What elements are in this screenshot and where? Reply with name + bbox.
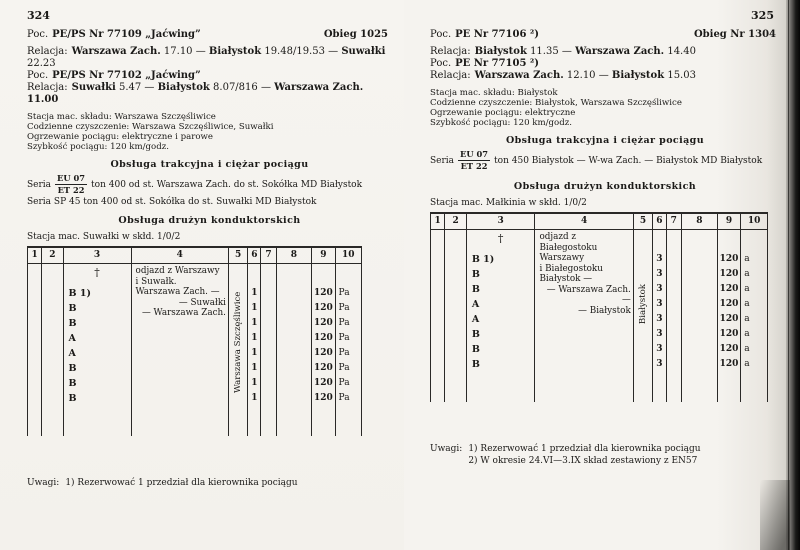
seria-label: Seria (27, 179, 52, 190)
car-class: B (68, 363, 77, 374)
route-line: — Białystok (578, 305, 631, 316)
brake-value: Pa (338, 318, 350, 328)
home-station-line: Stacja mac. Suwałki w skłd. 1/0/2 (27, 232, 181, 242)
route-line: Warszawa Zach. — (135, 287, 220, 297)
brake-value: Pa (338, 333, 350, 343)
car-class: B (471, 344, 480, 355)
col-header: 10 (335, 247, 361, 264)
col-header: 6 (653, 213, 666, 230)
conductors-heading: Obsługa drużyn konduktorskich (513, 181, 697, 192)
col-8-cell (276, 264, 312, 437)
page-number: 325 (751, 9, 774, 22)
count-value: 3 (656, 254, 663, 264)
speed-value: 120 (719, 299, 739, 309)
speed-value: 120 (719, 254, 739, 264)
col-header: 9 (717, 213, 741, 230)
count-value: 1 (251, 348, 258, 358)
col-6-cell (248, 264, 261, 437)
train-2-number: PE/PS Nr 77102 „Jaćwing” (52, 70, 201, 81)
relacja-label: Relacja: (27, 46, 68, 57)
text-segment: Warszawa Zach. (71, 46, 161, 57)
speed-value: 120 (313, 318, 333, 328)
count-value: 3 (656, 329, 663, 339)
speed-value: 120 (719, 344, 739, 354)
brake-value: Pa (338, 288, 350, 298)
service-info (27, 112, 392, 152)
count-column (248, 286, 260, 406)
relacja-1 (27, 46, 392, 70)
text-segment: 11.35 — (526, 46, 576, 57)
car-class: A (68, 333, 76, 344)
count-value: 3 (656, 314, 663, 324)
col-3-cell (466, 230, 535, 403)
relacja-1 (430, 46, 780, 58)
loco-class-fraction (55, 174, 87, 195)
car-class: B (471, 359, 480, 370)
text-segment: 12.10 — (563, 70, 612, 81)
brake-value: Pa (338, 363, 350, 373)
car-class: B 1) (471, 254, 495, 265)
text-segment: 19.48/19.53 — (261, 46, 342, 57)
loco-class-fraction (458, 150, 490, 171)
brake-value: a (744, 284, 750, 294)
count-value: 1 (251, 363, 258, 373)
info-line: Stacja mac. składu: Białystok (430, 88, 558, 98)
col-1-cell (431, 230, 445, 403)
text-segment: Białystok (157, 82, 210, 93)
service-info (430, 88, 780, 128)
speed-value: 120 (313, 393, 333, 403)
col-2-cell (445, 230, 467, 403)
train-line-2 (27, 70, 392, 82)
car-class: B (471, 329, 480, 340)
train-1-number: PE Nr 77106 ²) (455, 29, 540, 40)
loco-class-bottom: ET 22 (460, 161, 488, 171)
brake-value: a (744, 344, 750, 354)
col-header: 1 (28, 247, 42, 264)
train-1-number: PE/PS Nr 77109 „Jaćwing” (52, 29, 201, 40)
route-line: — Suwałki (178, 297, 226, 308)
text-segment: 14.40 (664, 46, 696, 57)
brake-value: a (744, 299, 750, 309)
col-header: 3 (63, 247, 131, 264)
vertical-station-label: Białystok (638, 284, 648, 325)
count-value: 1 (251, 393, 258, 403)
table-header-row (28, 247, 362, 264)
speed-column (718, 252, 741, 372)
conductors-heading: Obsługa drużyn konduktorskich (118, 215, 301, 226)
relacja-label: Relacja: (430, 70, 471, 81)
route-line: i Białegostoku (539, 263, 603, 274)
speed-value: 120 (719, 269, 739, 279)
car-class: B (68, 378, 77, 389)
col-header: 5 (633, 213, 652, 230)
speed-value: 120 (313, 363, 333, 373)
seria-details: ton 400 od st. Warszawa Zach. do st. Sokółka MD Białystok (91, 179, 363, 190)
car-class-column (64, 286, 131, 406)
text-segment: 22.23 (27, 58, 56, 69)
text-segment: Białystok (474, 46, 527, 57)
count-value: 3 (656, 299, 663, 309)
remarks-label: Uwagi: (430, 444, 463, 454)
seria-label: Seria (430, 155, 455, 166)
count-value: 1 (251, 303, 258, 313)
car-class: B (68, 318, 77, 329)
relacja-label: Relacja: (27, 82, 68, 93)
col-8-cell (681, 230, 717, 403)
brake-value: Pa (338, 303, 350, 313)
count-column (653, 252, 665, 372)
text-segment: Białystok (611, 70, 665, 81)
car-class: B (471, 269, 480, 280)
relacja-2-route (475, 70, 696, 81)
route-line: — Warszawa Zach. (141, 308, 226, 318)
corner-shadow (760, 480, 790, 550)
col-9-cell (717, 230, 741, 403)
speed-value: 120 (719, 314, 739, 324)
obieg-number: Obieg 1025 (323, 29, 388, 40)
col-header: 2 (42, 247, 63, 264)
text-segment: 8.07/816 — (209, 82, 275, 93)
route-description (132, 264, 228, 319)
info-line: Ogrzewanie pociągu: elektryczne i parowe (27, 132, 213, 142)
relacja-1-route (27, 46, 385, 69)
count-value: 1 (251, 318, 258, 328)
train-1 (27, 29, 201, 41)
text-segment: 17.10 — (160, 46, 209, 57)
car-class: B 1) (68, 288, 91, 299)
home-station-line: Stacja mac. Małkinia w skłd. 1/0/2 (430, 198, 587, 208)
brake-value: a (744, 329, 750, 339)
text-segment: Suwałki (71, 82, 116, 93)
brake-value: a (744, 314, 750, 324)
loco-class-bottom: ET 22 (57, 185, 85, 195)
remarks-label: Uwagi: (27, 478, 60, 488)
count-value: 1 (251, 333, 258, 343)
route-line: i Suwałk. (135, 276, 177, 287)
count-value: 3 (656, 344, 663, 354)
info-line: Codzienne czyszczenie: Białystok, Warszawa Szczęśliwice (430, 98, 682, 108)
speed-value: 120 (313, 288, 333, 298)
brake-value: a (744, 269, 750, 279)
car-class: B (471, 284, 480, 295)
poc-label: Poc. (430, 29, 452, 40)
seria-line-1 (430, 150, 780, 171)
car-class: A (68, 348, 76, 359)
table-body-row (28, 264, 362, 437)
col-header: 8 (276, 247, 312, 264)
vertical-station-label: Warszawa Szczęśliwice (233, 291, 244, 393)
col-header: 5 (228, 247, 247, 264)
train-line-1 (430, 29, 780, 41)
route-description (535, 230, 632, 316)
seria-line-1 (27, 174, 392, 195)
poc-label: Poc. (27, 29, 49, 40)
col-header: 1 (431, 213, 445, 230)
col-4-cell (131, 264, 228, 437)
info-line: Szybkość pociągu: 120 km/godz. (430, 118, 572, 128)
seria-line-2: Seria SP 45 ton 400 od st. Sokółka do st. Suwałki MD Białystok (27, 197, 317, 207)
remarks (430, 444, 780, 467)
count-value: 3 (656, 359, 663, 369)
remark-line: 1) Rezerwować 1 przedział dla kierownika pociągu (65, 478, 298, 488)
traction-heading: Obsługa trakcyjna i ciężar pociągu (110, 159, 309, 170)
speed-column (312, 286, 334, 406)
col-3-cell (63, 264, 131, 437)
car-class: A (471, 299, 480, 310)
col-header: 4 (131, 247, 228, 264)
brake-column (741, 252, 767, 372)
route-line: — Warszawa Zach. — (546, 284, 631, 305)
col-10-cell (741, 230, 768, 403)
col-10-cell (335, 264, 361, 437)
loco-class-top: EU 07 (460, 149, 489, 159)
remarks (27, 478, 392, 490)
speed-value: 120 (719, 359, 739, 369)
table-body-row (431, 230, 768, 403)
route-line: odjazd z Warszawy (135, 266, 220, 276)
car-class: B (68, 393, 77, 404)
relacja-2 (27, 82, 392, 106)
page-right (404, 0, 786, 550)
car-class: A (471, 314, 480, 325)
brake-value: a (744, 359, 750, 369)
info-line: Szybkość pociągu: 120 km/godz. (27, 142, 169, 152)
text-segment: Suwałki (341, 46, 386, 57)
count-value: 1 (251, 288, 258, 298)
col-header: 8 (681, 213, 717, 230)
brake-value: Pa (338, 378, 350, 388)
relacja-1-route (475, 46, 696, 57)
text-segment: Warszawa Zach. (474, 70, 564, 81)
text-segment: Warszawa Zach. 11.00 (27, 82, 364, 105)
col-5-cell (633, 230, 652, 403)
col-header: 4 (535, 213, 633, 230)
col-7-cell (261, 264, 276, 437)
table-header-row (431, 213, 768, 230)
speed-value: 120 (313, 303, 333, 313)
route-line: Warszawy (539, 253, 585, 263)
brake-column (336, 286, 361, 406)
composition-table (27, 246, 362, 436)
col-header: 9 (312, 247, 335, 264)
col-header: 2 (445, 213, 467, 230)
composition-table (430, 212, 768, 402)
speed-value: 120 (719, 329, 739, 339)
brake-value: Pa (338, 348, 350, 358)
car-class: B (68, 303, 77, 314)
speed-value: 120 (313, 378, 333, 388)
book-edge-shadow (786, 0, 800, 550)
col-9-cell (312, 264, 335, 437)
seria-details: ton 450 Białystok — W-wa Zach. — Białystok MD Białystok (494, 155, 763, 166)
remarks-items (468, 444, 700, 467)
text-segment: 5.47 — (115, 82, 158, 93)
route-line: odjazd z Białegostoku (539, 232, 598, 253)
col-header: 6 (248, 247, 261, 264)
dagger-mark: † (497, 232, 504, 245)
train-1 (430, 29, 539, 41)
route-line: Białystok — (539, 274, 593, 284)
info-line: Stacja mac. składu: Warszawa Szczęśliwice (27, 112, 216, 122)
col-header: 3 (466, 213, 535, 230)
poc-label: Poc. (430, 58, 452, 69)
col-5-cell (228, 264, 247, 437)
remark-line: 1) Rezerwować 1 przedział dla kierownika pociągu (468, 444, 701, 454)
page-number: 324 (27, 9, 50, 22)
train-line-1 (27, 29, 392, 41)
traction-heading: Obsługa trakcyjna i ciężar pociągu (505, 135, 705, 146)
brake-value: Pa (338, 393, 350, 403)
text-segment: 15.03 (664, 70, 696, 81)
col-header: 10 (741, 213, 768, 230)
col-6-cell (653, 230, 666, 403)
relacja-2 (430, 70, 780, 82)
dagger-mark: † (94, 266, 100, 279)
car-class-column (467, 252, 535, 372)
relacja-label: Relacja: (430, 46, 471, 57)
relacja-2-route (27, 82, 363, 105)
remark-line: 2) W okresie 24.VI—3.IX skład zestawiony z EN57 (468, 455, 698, 466)
remarks-items (65, 478, 297, 490)
brake-value: a (744, 254, 750, 264)
speed-value: 120 (313, 333, 333, 343)
count-value: 3 (656, 269, 663, 279)
text-segment: Białystok (208, 46, 262, 57)
info-line: Ogrzewanie pociągu: elektryczne (430, 108, 576, 118)
col-2-cell (42, 264, 63, 437)
count-value: 3 (656, 284, 663, 294)
col-7-cell (666, 230, 681, 403)
loco-class-top: EU 07 (57, 173, 86, 183)
col-header: 7 (261, 247, 276, 264)
col-4-cell (535, 230, 633, 403)
obieg-number: Obieg Nr 1304 (693, 29, 776, 40)
text-segment: Warszawa Zach. (575, 46, 665, 57)
speed-value: 120 (313, 348, 333, 358)
train-2-number: PE Nr 77105 ²) (455, 58, 540, 69)
col-header: 7 (666, 213, 681, 230)
poc-label: Poc. (27, 70, 49, 81)
info-line: Codzienne czyszczenie: Warszawa Szczęśliwice, Suwałki (27, 122, 274, 132)
count-value: 1 (251, 378, 258, 388)
col-1-cell (28, 264, 42, 437)
speed-value: 120 (719, 284, 739, 294)
train-line-2 (430, 58, 780, 70)
